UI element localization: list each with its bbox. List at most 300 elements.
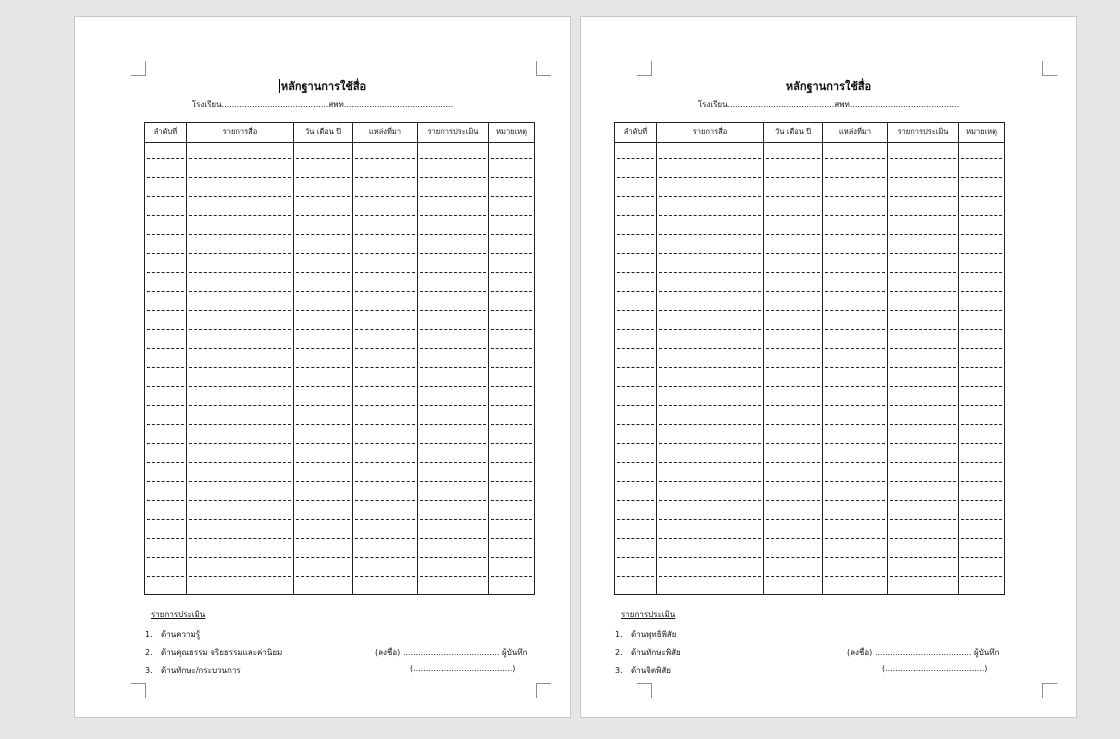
school-office-line[interactable]: โรงเรียน..........................................สพท........................................... (697, 100, 960, 109)
table-row-rule (491, 158, 532, 159)
table-row-rule (659, 424, 761, 425)
column-header-assessment[interactable]: รายการประเมิน (418, 123, 488, 143)
table-row-rule (825, 557, 885, 558)
margin-corner-marker (536, 61, 551, 76)
table-row-rule (420, 519, 486, 520)
table-row-rule (825, 386, 885, 387)
table-row-rule (420, 329, 486, 330)
table-row-rule (296, 234, 350, 235)
assessment-legend-title[interactable]: รายการประเมิน (621, 610, 676, 619)
margin-corner-marker (1042, 61, 1057, 76)
table-row-rule (491, 272, 532, 273)
table-row-rule (355, 215, 415, 216)
table-row-rule (766, 291, 820, 292)
table-row-rule (890, 348, 956, 349)
table-row-rule (961, 386, 1002, 387)
assessment-legend-title[interactable]: รายการประเมิน (151, 610, 206, 619)
table-row-rule (147, 348, 184, 349)
legend-item[interactable]: 1. ด้านความรู้ (145, 630, 201, 639)
table-row-rule (147, 215, 184, 216)
table-row-rule (825, 462, 885, 463)
table-row-rule (189, 462, 291, 463)
table-row-rule (890, 329, 956, 330)
table-row-rule (659, 538, 761, 539)
table-row-rule (890, 576, 956, 577)
table-row-rule (296, 329, 350, 330)
table-row-rule (296, 291, 350, 292)
table-row-rule (189, 177, 291, 178)
table-row-rule (296, 519, 350, 520)
signature-line[interactable]: (ลงชื่อ) ...................................... ผู้บันทึก (847, 648, 1000, 657)
table-row-rule (147, 253, 184, 254)
table-row-rule (766, 310, 820, 311)
table-row-rule (825, 500, 885, 501)
table-row-rule (296, 253, 350, 254)
media-usage-table[interactable] (614, 122, 1005, 595)
table-row-rule (659, 443, 761, 444)
legend-item[interactable]: 3. ด้านจิตพิสัย (615, 666, 671, 675)
table-row-rule (766, 177, 820, 178)
table-row-rule (491, 310, 532, 311)
column-header-date[interactable]: วัน เดือน ปี (294, 123, 352, 143)
table-row-rule (825, 196, 885, 197)
table-row-rule (189, 253, 291, 254)
signature-name-line[interactable]: (.......................................) (882, 664, 988, 673)
table-row-rule (420, 291, 486, 292)
legend-item[interactable]: 1. ด้านพุทธิพิสัย (615, 630, 677, 639)
table-row-rule (189, 576, 291, 577)
table-row-rule (296, 576, 350, 577)
table-row-rule (961, 329, 1002, 330)
table-row-rule (766, 500, 820, 501)
table-row-rule (147, 386, 184, 387)
table-row-rule (296, 215, 350, 216)
school-office-line[interactable]: โรงเรียน..........................................สพท........................................... (191, 100, 454, 109)
table-row-rule (890, 310, 956, 311)
column-assessment (887, 123, 958, 594)
table-row-rule (766, 158, 820, 159)
table-row-rule (961, 557, 1002, 558)
table-row-rule (147, 272, 184, 273)
table-row-rule (147, 405, 184, 406)
column-header-source[interactable]: แหล่งที่มา (353, 123, 417, 143)
table-row-rule (825, 538, 885, 539)
table-row-rule (296, 462, 350, 463)
table-row-rule (355, 557, 415, 558)
table-row-rule (147, 234, 184, 235)
table-row-rule (659, 576, 761, 577)
table-row-rule (961, 177, 1002, 178)
table-row-rule (659, 519, 761, 520)
table-row-rule (355, 443, 415, 444)
table-row-rule (491, 215, 532, 216)
table-row-rule (420, 462, 486, 463)
table-row-rule (617, 443, 654, 444)
table-row-rule (189, 519, 291, 520)
column-header-order[interactable]: ลำดับที่ (145, 123, 186, 143)
table-row-rule (961, 253, 1002, 254)
table-row-rule (420, 424, 486, 425)
table-row-rule (355, 329, 415, 330)
table-row-rule (766, 196, 820, 197)
table-row-rule (617, 405, 654, 406)
table-row-rule (659, 386, 761, 387)
table-row-rule (766, 215, 820, 216)
column-media-item (186, 123, 293, 594)
table-row-rule (617, 310, 654, 311)
table-row-rule (147, 158, 184, 159)
table-row-rule (766, 557, 820, 558)
table-row-rule (491, 538, 532, 539)
table-row-rule (491, 557, 532, 558)
table-row-rule (147, 310, 184, 311)
table-row-rule (825, 348, 885, 349)
table-row-rule (355, 272, 415, 273)
table-row-rule (355, 576, 415, 577)
table-row-rule (147, 538, 184, 539)
column-header-remarks[interactable]: หมายเหตุ (489, 123, 534, 143)
table-row-rule (189, 386, 291, 387)
table-row-rule (355, 177, 415, 178)
table-row-rule (961, 424, 1002, 425)
table-row-rule (420, 405, 486, 406)
table-row-rule (355, 291, 415, 292)
table-row-rule (766, 424, 820, 425)
table-row-rule (296, 557, 350, 558)
table-row-rule (189, 310, 291, 311)
table-row-rule (296, 158, 350, 159)
table-row-rule (296, 405, 350, 406)
table-row-rule (659, 481, 761, 482)
table-row-rule (296, 177, 350, 178)
table-row-rule (617, 557, 654, 558)
table-row-rule (659, 215, 761, 216)
table-row-rule (355, 234, 415, 235)
table-row-rule (355, 500, 415, 501)
table-row-rule (491, 500, 532, 501)
table-row-rule (890, 158, 956, 159)
legend-item[interactable]: 2. ด้านคุณธรรม จริยธรรมและค่านิยม (145, 648, 283, 657)
table-row-rule (296, 367, 350, 368)
document-page-1[interactable] (75, 17, 570, 717)
table-row-rule (491, 177, 532, 178)
table-row-rule (890, 557, 956, 558)
table-row-rule (617, 348, 654, 349)
table-row-rule (825, 443, 885, 444)
margin-corner-marker (131, 61, 146, 76)
table-row-rule (617, 215, 654, 216)
table-row-rule (617, 367, 654, 368)
legend-item[interactable]: 3. ด้านทักษะ/กระบวนการ (145, 666, 241, 675)
table-row-rule (825, 329, 885, 330)
table-row-rule (659, 310, 761, 311)
table-row-rule (491, 253, 532, 254)
table-row-rule (420, 367, 486, 368)
table-row-rule (296, 424, 350, 425)
table-row-rule (766, 253, 820, 254)
table-row-rule (617, 481, 654, 482)
table-row-rule (617, 291, 654, 292)
table-row-rule (825, 234, 885, 235)
table-row-rule (617, 424, 654, 425)
table-row-rule (420, 253, 486, 254)
table-row-rule (355, 386, 415, 387)
table-row-rule (659, 196, 761, 197)
table-row-rule (189, 443, 291, 444)
table-row-rule (147, 557, 184, 558)
table-row-rule (766, 386, 820, 387)
table-row-rule (659, 462, 761, 463)
table-row-rule (189, 538, 291, 539)
table-row-rule (890, 405, 956, 406)
table-row-rule (766, 329, 820, 330)
table-row-rule (890, 538, 956, 539)
table-row-rule (825, 177, 885, 178)
table-row-rule (961, 272, 1002, 273)
table-row-rule (355, 424, 415, 425)
table-row-rule (189, 481, 291, 482)
table-row-rule (189, 405, 291, 406)
table-row-rule (766, 234, 820, 235)
table-row-rule (491, 443, 532, 444)
column-source (352, 123, 417, 594)
table-row-rule (766, 481, 820, 482)
text-cursor (279, 79, 280, 93)
column-order (615, 123, 656, 594)
table-row-rule (296, 310, 350, 311)
table-row-rule (766, 538, 820, 539)
table-row-rule (659, 405, 761, 406)
column-source (822, 123, 887, 594)
table-row-rule (825, 424, 885, 425)
table-row-rule (420, 348, 486, 349)
signature-line[interactable]: (ลงชื่อ) ...................................... ผู้บันทึก (375, 648, 528, 657)
table-row-rule (825, 310, 885, 311)
table-row-rule (355, 367, 415, 368)
table-row-rule (617, 158, 654, 159)
table-row-rule (147, 443, 184, 444)
table-row-rule (766, 576, 820, 577)
table-row-rule (355, 253, 415, 254)
column-remarks (488, 123, 534, 594)
table-row-rule (961, 405, 1002, 406)
table-row-rule (890, 481, 956, 482)
table-row-rule (296, 481, 350, 482)
table-row-rule (961, 367, 1002, 368)
column-header-source[interactable]: แหล่งที่มา (823, 123, 887, 143)
table-row-rule (961, 576, 1002, 577)
table-row-rule (659, 367, 761, 368)
table-row-rule (147, 462, 184, 463)
table-row-rule (491, 329, 532, 330)
table-row-rule (961, 215, 1002, 216)
column-remarks (958, 123, 1004, 594)
table-row-rule (147, 481, 184, 482)
table-row-rule (659, 158, 761, 159)
table-row-rule (420, 557, 486, 558)
table-row-rule (355, 462, 415, 463)
table-row-rule (296, 443, 350, 444)
table-row-rule (147, 500, 184, 501)
table-row-rule (296, 386, 350, 387)
table-row-rule (355, 519, 415, 520)
table-row-rule (491, 462, 532, 463)
table-row-rule (766, 519, 820, 520)
table-row-rule (189, 234, 291, 235)
table-row-rule (189, 424, 291, 425)
table-row-rule (659, 557, 761, 558)
table-row-rule (890, 367, 956, 368)
table-row-rule (355, 405, 415, 406)
table-row-rule (420, 234, 486, 235)
table-row-rule (420, 386, 486, 387)
table-row-rule (617, 500, 654, 501)
table-row-rule (189, 367, 291, 368)
table-row-rule (766, 443, 820, 444)
table-row-rule (825, 367, 885, 368)
table-row-rule (825, 158, 885, 159)
margin-corner-marker (131, 683, 146, 698)
column-media-item (656, 123, 763, 594)
table-row-rule (617, 272, 654, 273)
table-row-rule (825, 481, 885, 482)
table-row-rule (961, 158, 1002, 159)
table-row-rule (491, 405, 532, 406)
table-row-rule (766, 348, 820, 349)
table-row-rule (420, 500, 486, 501)
table-row-rule (296, 500, 350, 501)
table-row-rule (659, 348, 761, 349)
column-header-date[interactable]: วัน เดือน ปี (764, 123, 822, 143)
table-row-rule (961, 538, 1002, 539)
table-row-rule (766, 367, 820, 368)
table-row-rule (420, 177, 486, 178)
table-row-rule (355, 538, 415, 539)
table-row-rule (491, 234, 532, 235)
media-usage-table[interactable] (144, 122, 535, 595)
table-row-rule (420, 481, 486, 482)
table-row-rule (617, 576, 654, 577)
table-row-rule (617, 177, 654, 178)
table-row-rule (491, 424, 532, 425)
table-row-rule (491, 386, 532, 387)
table-row-rule (825, 215, 885, 216)
table-row-rule (420, 158, 486, 159)
table-row-rule (491, 519, 532, 520)
table-row-rule (766, 272, 820, 273)
table-row-rule (617, 386, 654, 387)
table-row-rule (147, 576, 184, 577)
table-row-rule (189, 272, 291, 273)
table-row-rule (659, 291, 761, 292)
page-title[interactable]: หลักฐานการใช้สื่อ (280, 80, 367, 93)
table-row-rule (961, 519, 1002, 520)
table-row-rule (825, 272, 885, 273)
table-row-rule (147, 291, 184, 292)
column-order (145, 123, 186, 594)
table-row-rule (355, 481, 415, 482)
column-date (763, 123, 822, 594)
table-row-rule (890, 443, 956, 444)
table-row-rule (659, 234, 761, 235)
column-header-media-item[interactable]: รายการสื่อ (187, 123, 293, 143)
table-row-rule (189, 500, 291, 501)
table-row-rule (890, 386, 956, 387)
page-title[interactable]: หลักฐานการใช้สื่อ (785, 80, 872, 93)
table-row-rule (296, 272, 350, 273)
table-row-rule (355, 348, 415, 349)
table-row-rule (147, 424, 184, 425)
table-row-rule (825, 576, 885, 577)
column-header-media-item[interactable]: รายการสื่อ (657, 123, 763, 143)
table-row-rule (825, 519, 885, 520)
table-row-rule (420, 215, 486, 216)
table-row-rule (147, 367, 184, 368)
table-row-rule (890, 272, 956, 273)
margin-corner-marker (536, 683, 551, 698)
table-row-rule (825, 405, 885, 406)
table-row-rule (617, 253, 654, 254)
table-row-rule (890, 291, 956, 292)
table-row-rule (961, 310, 1002, 311)
column-header-remarks[interactable]: หมายเหตุ (959, 123, 1004, 143)
table-row-rule (189, 215, 291, 216)
table-row-rule (890, 215, 956, 216)
column-date (293, 123, 352, 594)
table-row-rule (766, 405, 820, 406)
table-row-rule (617, 196, 654, 197)
table-row-rule (961, 443, 1002, 444)
legend-item[interactable]: 2. ด้านทักษะพิสัย (615, 648, 681, 657)
table-row-rule (659, 329, 761, 330)
table-row-rule (617, 462, 654, 463)
table-row-rule (147, 519, 184, 520)
table-row-rule (617, 234, 654, 235)
table-row-rule (355, 158, 415, 159)
table-row-rule (659, 253, 761, 254)
table-row-rule (491, 576, 532, 577)
table-row-rule (961, 234, 1002, 235)
table-row-rule (659, 500, 761, 501)
table-row-rule (617, 538, 654, 539)
table-row-rule (890, 177, 956, 178)
signature-name-line[interactable]: (.......................................) (410, 664, 516, 673)
table-row-rule (147, 329, 184, 330)
margin-corner-marker (637, 61, 652, 76)
column-header-assessment[interactable]: รายการประเมิน (888, 123, 958, 143)
table-row-rule (961, 481, 1002, 482)
table-row-rule (825, 253, 885, 254)
table-row-rule (296, 196, 350, 197)
table-row-rule (189, 158, 291, 159)
table-row-rule (296, 348, 350, 349)
table-row-rule (491, 196, 532, 197)
table-row-rule (890, 234, 956, 235)
table-row-rule (890, 253, 956, 254)
table-row-rule (147, 196, 184, 197)
document-page-2[interactable] (581, 17, 1076, 717)
column-header-order[interactable]: ลำดับที่ (615, 123, 656, 143)
table-row-rule (355, 310, 415, 311)
margin-corner-marker (1042, 683, 1057, 698)
table-row-rule (189, 291, 291, 292)
table-row-rule (189, 329, 291, 330)
table-row-rule (766, 462, 820, 463)
table-row-rule (617, 329, 654, 330)
table-row-rule (659, 177, 761, 178)
page-title-container[interactable] (75, 77, 570, 95)
table-row-rule (420, 443, 486, 444)
